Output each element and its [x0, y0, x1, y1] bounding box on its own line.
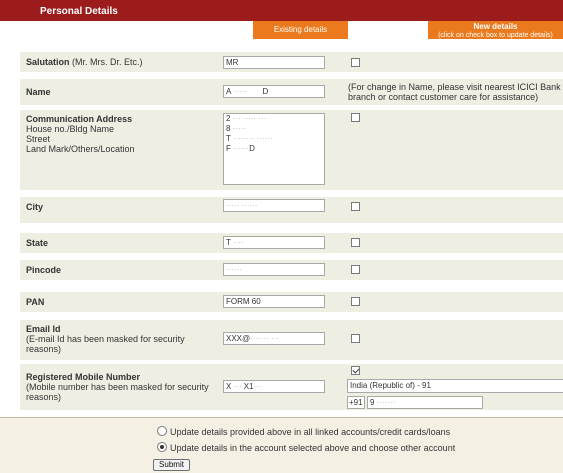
mobile-value-mid: X1 [243, 382, 254, 391]
pan-row [20, 292, 563, 312]
address-line3: T [226, 134, 231, 143]
email-mask-note: (E-mail Id has been masked for security reasons) [26, 334, 185, 354]
state-label [26, 238, 48, 248]
pincode-label-text: Pincode [26, 265, 62, 275]
email-row [20, 320, 563, 360]
state-row [20, 233, 563, 253]
radio-selected-account[interactable] [157, 442, 167, 452]
pan-checkbox[interactable] [351, 297, 360, 306]
address-textarea[interactable]: 2 ··· ····· ··· 8 ····· T ········ ······ F ······D [223, 113, 325, 185]
city-checkbox[interactable] [351, 202, 360, 211]
name-change-note: (For change in Name, please visit nearest ICICI Bank branch or contact customer care for assistance) [348, 82, 561, 102]
option-selected-account[interactable] [157, 442, 455, 453]
address-line4-end: D [249, 144, 255, 153]
email-field[interactable] [223, 332, 325, 345]
name-field[interactable] [223, 85, 325, 98]
pincode-field[interactable] [223, 263, 325, 276]
email-checkbox[interactable] [351, 334, 360, 343]
salutation-row [20, 52, 563, 72]
state-checkbox[interactable] [351, 238, 360, 247]
pincode-checkbox[interactable] [351, 265, 360, 274]
radio-all-accounts[interactable] [157, 426, 167, 436]
mobile-field[interactable] [223, 380, 325, 393]
pan-label-text: PAN [26, 297, 45, 307]
submit-button[interactable]: Submit [153, 459, 190, 471]
new-details-title: New details [473, 22, 518, 31]
mobile-label-text: Registered Mobile Number [26, 372, 141, 382]
option-all-accounts-label: Update details provided above in all linked accounts/credit cards/loans [170, 427, 451, 437]
name-label-text: Name [26, 87, 51, 97]
section-title: Personal Details [40, 6, 118, 17]
salutation-label-bold: Salutation [26, 57, 70, 67]
address-label-title: Communication Address [26, 114, 133, 124]
mobile-label [26, 372, 226, 402]
city-field[interactable] [223, 199, 325, 212]
state-masked: ···· [230, 238, 244, 247]
city-masked: ····· ······ [226, 201, 258, 210]
name-label [26, 87, 51, 97]
mobile-masked-2: ··· [253, 382, 262, 391]
new-details-subtitle: (click on check box to update details) [438, 32, 553, 39]
address-line2: 8 [226, 124, 231, 133]
email-label-text: Email Id [26, 324, 61, 334]
update-options-footer [0, 417, 563, 473]
email-value: XXX@ [226, 334, 251, 343]
city-label-text: City [26, 202, 44, 212]
address-sub3: Land Mark/Others/Location [26, 144, 135, 154]
mobile-checkbox[interactable] [351, 366, 360, 375]
mobile-masked-1: ··· [231, 382, 244, 391]
name-row [20, 79, 563, 105]
name-value-start: A [226, 87, 232, 96]
mobile-row [20, 364, 563, 410]
salutation-checkbox[interactable] [351, 58, 360, 67]
pincode-label [26, 265, 61, 275]
new-mobile-field[interactable] [367, 396, 483, 409]
city-row [20, 197, 563, 223]
address-line4: F [226, 144, 231, 153]
mobile-mask-note: (Mobile number has been masked for security reasons) [26, 382, 209, 402]
pan-label [26, 297, 44, 307]
city-label [26, 202, 43, 212]
salutation-field[interactable]: MR [223, 56, 325, 69]
pan-field[interactable]: FORM 60 [223, 295, 325, 308]
address-label [26, 114, 135, 154]
mobile-value: X [226, 382, 232, 391]
pincode-masked: ······ [226, 265, 242, 274]
email-label [26, 324, 216, 354]
existing-details-header: Existing details [253, 21, 348, 39]
address-sub1: House no./Bldg Name [26, 124, 115, 134]
state-label-text: State [26, 238, 49, 248]
new-mobile-masked: ······· [374, 398, 396, 407]
option-selected-account-label: Update details in the account selected above and choose other account [170, 443, 456, 453]
salutation-label [26, 57, 143, 67]
address-checkbox[interactable] [351, 113, 360, 122]
pincode-row [20, 260, 563, 280]
address-line1: 2 [226, 114, 231, 123]
salutation-label-hint: (Mr. Mrs. Dr. Etc.) [69, 57, 143, 67]
state-field[interactable] [223, 236, 325, 249]
email-masked: ······· ··· [250, 334, 280, 343]
address-row [20, 110, 563, 190]
country-select[interactable]: India (Republic of) - 91 [347, 379, 563, 393]
section-header [0, 0, 563, 21]
name-masked: ····· [231, 87, 263, 96]
state-value-start: T [226, 238, 231, 247]
name-value-end: D [262, 87, 269, 96]
new-mobile-value: 9 [370, 398, 375, 407]
country-code-field[interactable]: +91 [347, 396, 365, 409]
new-details-header [428, 21, 563, 39]
address-sub2: Street [26, 134, 51, 144]
option-all-accounts[interactable] [157, 426, 450, 437]
